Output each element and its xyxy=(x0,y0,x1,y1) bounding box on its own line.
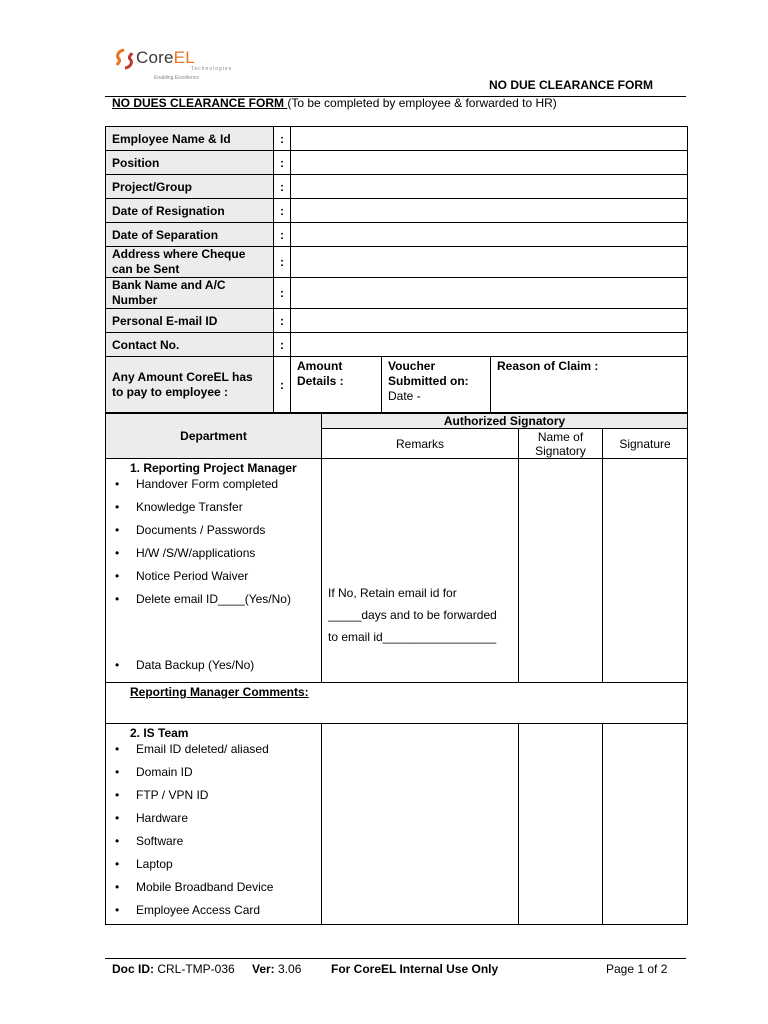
field-label: Position xyxy=(106,151,274,175)
remark-line: If No, Retain email id for xyxy=(328,586,457,600)
position-input[interactable] xyxy=(291,151,688,175)
doc-id: Doc ID: CRL-TMP-036 xyxy=(112,962,235,976)
pm-signature-cell[interactable] xyxy=(603,459,688,683)
footer-divider xyxy=(105,958,686,959)
authorized-signatory-header: Authorized Signatory xyxy=(322,414,688,429)
list-item: • Notice Period Waiver xyxy=(112,565,315,588)
list-item: • Handover Form completed xyxy=(112,473,315,496)
cheque-address-input[interactable] xyxy=(291,247,688,278)
pm-remarks-cell[interactable] xyxy=(322,459,519,683)
section-title: 2. IS Team xyxy=(130,726,189,740)
list-item: • Laptop xyxy=(112,853,315,876)
list-item: • FTP / VPN ID xyxy=(112,784,315,807)
field-label: Bank Name and A/C Number xyxy=(106,278,274,309)
remark-line: to email id_________________ xyxy=(328,630,497,644)
project-group-input[interactable] xyxy=(291,175,688,199)
pm-section xyxy=(106,459,322,683)
form-subtitle: NO DUES CLEARANCE FORM (To be completed by employee & forwarded to HR) xyxy=(112,96,557,110)
field-row xyxy=(106,333,688,357)
field-colon: : xyxy=(274,223,291,247)
pm-checklist xyxy=(112,473,315,677)
field-colon: : xyxy=(274,309,291,333)
amount-details-field[interactable]: Amount Details : xyxy=(291,357,382,413)
field-row xyxy=(106,223,688,247)
resignation-date-input[interactable] xyxy=(291,199,688,223)
field-colon: : xyxy=(274,199,291,223)
field-colon: : xyxy=(274,247,291,278)
logo-name: CoreEL xyxy=(136,48,195,67)
field-label: Address where Cheque can be Sent xyxy=(106,247,274,278)
list-item: • Domain ID xyxy=(112,761,315,784)
field-row xyxy=(106,175,688,199)
field-colon: : xyxy=(274,127,291,151)
logo-subtext: Technologies xyxy=(191,66,233,72)
list-item: • Email ID deleted/ aliased xyxy=(112,738,315,761)
field-row xyxy=(106,309,688,333)
is-signatory-name-cell[interactable] xyxy=(519,724,603,925)
comments-label: Reporting Manager Comments: xyxy=(130,685,309,699)
field-label: Personal E-mail ID xyxy=(106,309,274,333)
is-checklist xyxy=(112,738,315,922)
list-item: • H/W /S/W/applications xyxy=(112,542,315,565)
field-row xyxy=(106,199,688,223)
field-row xyxy=(106,247,688,278)
list-item: • Data Backup (Yes/No) xyxy=(112,654,315,677)
field-row xyxy=(106,278,688,309)
internal-use-notice: For CoreEL Internal Use Only xyxy=(331,962,499,976)
field-colon: : xyxy=(274,278,291,309)
field-label: Date of Separation xyxy=(106,223,274,247)
page-title: NO DUE CLEARANCE FORM xyxy=(489,78,653,92)
list-item: • Hardware xyxy=(112,807,315,830)
date-label: Date - xyxy=(388,389,421,403)
list-item: • Mobile Broadband Device xyxy=(112,876,315,899)
field-label: Employee Name & Id xyxy=(106,127,274,151)
employee-name-input[interactable] xyxy=(291,127,688,151)
voucher-date-field[interactable] xyxy=(382,357,491,413)
doc-version: Ver: 3.06 xyxy=(252,962,302,976)
header-row xyxy=(106,414,688,429)
pm-signatory-name-cell[interactable] xyxy=(519,459,603,683)
remark-line: _____days and to be forwarded xyxy=(328,608,497,622)
field-colon: : xyxy=(274,175,291,199)
contact-number-input[interactable] xyxy=(291,333,688,357)
is-section xyxy=(106,724,322,925)
remarks-header: Remarks xyxy=(322,429,519,459)
department-header: Department xyxy=(106,414,322,459)
signatory-name-header: Name of Signatory xyxy=(519,429,603,459)
voucher-label: Voucher Submitted on: xyxy=(388,359,469,388)
field-label: Date of Resignation xyxy=(106,199,274,223)
field-label: Project/Group xyxy=(106,175,274,199)
comments-row xyxy=(106,683,688,724)
manager-comments-cell[interactable] xyxy=(106,683,688,724)
logo-mark-icon xyxy=(114,48,134,70)
field-label: Contact No. xyxy=(106,333,274,357)
list-item: • Knowledge Transfer xyxy=(112,496,315,519)
clearance-table xyxy=(105,413,688,925)
claim-label: Any Amount CoreEL has to pay to employee : xyxy=(106,357,274,413)
claim-row xyxy=(106,357,688,413)
bank-account-input[interactable] xyxy=(291,278,688,309)
is-remarks-cell[interactable] xyxy=(322,724,519,925)
list-item: • Documents / Passwords xyxy=(112,519,315,542)
separation-date-input[interactable] xyxy=(291,223,688,247)
employee-details-table xyxy=(105,126,688,413)
field-colon: : xyxy=(274,151,291,175)
field-row xyxy=(106,127,688,151)
section-row xyxy=(106,724,688,925)
field-colon: : xyxy=(274,333,291,357)
section-row xyxy=(106,459,688,683)
list-item: • Employee Access Card xyxy=(112,899,315,922)
field-colon: : xyxy=(274,357,291,413)
section-title: 1. Reporting Project Manager xyxy=(130,461,297,475)
company-logo xyxy=(112,46,233,86)
reason-of-claim-field[interactable]: Reason of Claim : xyxy=(491,357,688,413)
list-item: • Delete email ID____(Yes/No) xyxy=(112,588,315,611)
signature-header: Signature xyxy=(603,429,688,459)
field-row xyxy=(106,151,688,175)
is-signature-cell[interactable] xyxy=(603,724,688,925)
page-number: Page 1 of 2 xyxy=(606,962,668,976)
personal-email-input[interactable] xyxy=(291,309,688,333)
logo-tagline: Enabling Excellence xyxy=(154,75,200,81)
list-item: • Software xyxy=(112,830,315,853)
